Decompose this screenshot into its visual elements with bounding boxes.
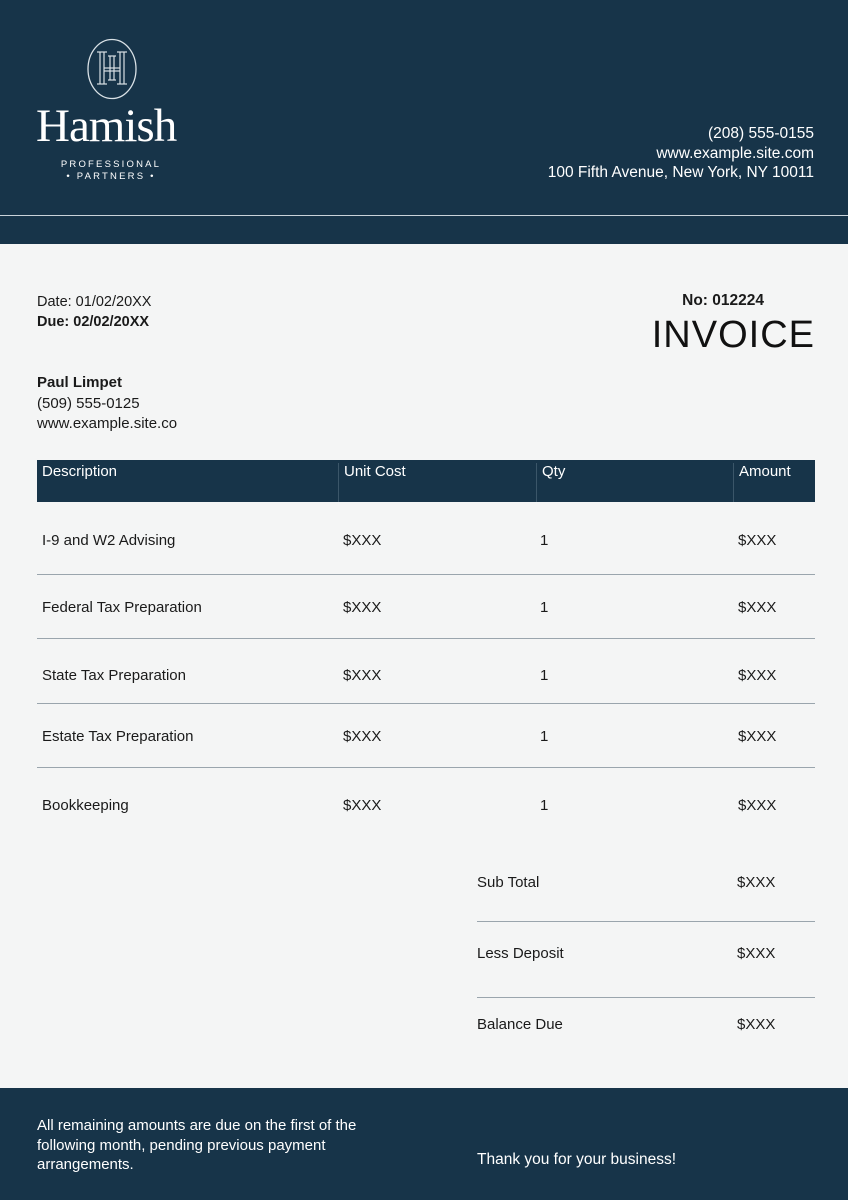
row-description: State Tax Preparation <box>42 667 186 684</box>
table-header <box>37 460 815 502</box>
invoice-number: No: 012224 <box>682 292 764 309</box>
row-amount: $XXX <box>738 599 777 616</box>
logo-monogram-icon <box>86 38 138 100</box>
company-subtitle-line2: • PARTNERS • <box>66 171 156 182</box>
row-amount: $XXX <box>738 728 777 745</box>
row-qty: 1 <box>540 797 549 814</box>
deposit-value: $XXX <box>737 945 776 962</box>
header-band <box>0 0 848 244</box>
row-description: Bookkeeping <box>42 797 129 814</box>
company-subtitle-line1: PROFESSIONAL <box>60 159 162 170</box>
row-qty: 1 <box>540 532 549 549</box>
row-divider <box>37 638 815 639</box>
row-unit-cost: $XXX <box>343 599 382 616</box>
invoice-title: INVOICE <box>651 314 815 356</box>
header-amount: Amount <box>733 463 815 502</box>
client-name: Paul Limpet <box>37 374 123 391</box>
header-divider <box>0 215 848 216</box>
client-phone: (509) 555-0125 <box>37 394 140 412</box>
header-unit-cost: Unit Cost <box>338 463 536 502</box>
row-unit-cost: $XXX <box>343 667 382 684</box>
balance-due-value: $XXX <box>737 1016 776 1033</box>
row-amount: $XXX <box>738 667 777 684</box>
row-divider <box>37 574 815 575</box>
invoice-dates <box>37 292 151 332</box>
row-amount: $XXX <box>738 532 777 549</box>
client-info <box>37 373 177 435</box>
thank-you-message: Thank you for your business! <box>477 1151 677 1168</box>
footer-band <box>0 1088 848 1200</box>
invoice-date: Date: 01/02/20XX <box>37 294 152 310</box>
row-divider <box>37 767 815 768</box>
client-website: www.example.site.co <box>37 415 178 432</box>
balance-due-label: Balance Due <box>477 1016 563 1033</box>
row-description: Estate Tax Preparation <box>42 728 194 745</box>
company-address: 100 Fifth Avenue, New York, NY 10011 <box>547 164 814 181</box>
row-qty: 1 <box>540 728 549 745</box>
row-qty: 1 <box>540 667 549 684</box>
deposit-label: Less Deposit <box>477 945 564 962</box>
company-contact <box>548 124 814 183</box>
header-qty: Qty <box>536 463 733 502</box>
company-phone: (208) 555-0155 <box>708 125 814 142</box>
totals-divider <box>477 921 815 922</box>
row-description: Federal Tax Preparation <box>42 599 202 616</box>
company-name: Hamish <box>36 100 177 152</box>
row-description: I-9 and W2 Advising <box>42 532 176 549</box>
subtotal-value: $XXX <box>737 874 776 891</box>
payment-terms-note: All remaining amounts are due on the first of the following month, pending previous payment arrangements. <box>37 1117 357 1173</box>
row-amount: $XXX <box>738 797 777 814</box>
row-unit-cost: $XXX <box>343 532 382 549</box>
row-qty: 1 <box>540 599 549 616</box>
company-subtitle <box>60 159 162 183</box>
row-unit-cost: $XXX <box>343 728 382 745</box>
company-website: www.example.site.com <box>656 144 814 162</box>
header-description: Description <box>42 463 118 480</box>
subtotal-label: Sub Total <box>477 874 540 891</box>
invoice-due-date: Due: 02/02/20XX <box>37 314 150 330</box>
totals-divider <box>477 997 815 998</box>
row-divider <box>37 703 815 704</box>
row-unit-cost: $XXX <box>343 797 382 814</box>
